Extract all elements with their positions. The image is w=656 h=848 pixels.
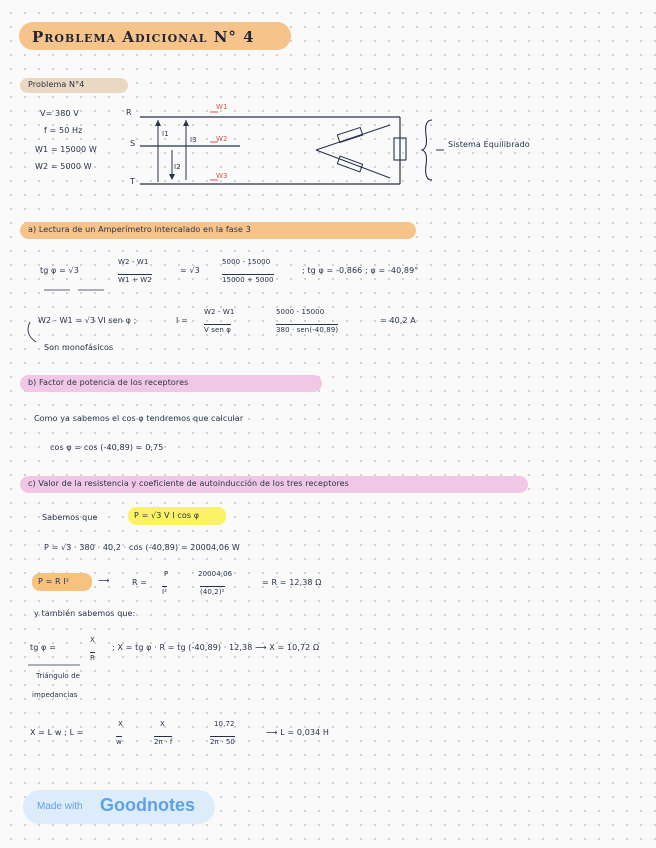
resistance-label: R = — [132, 578, 148, 587]
fraction4-numerator: 5000 - 15000 — [276, 308, 325, 316]
arrow-1: ⟶ — [98, 576, 110, 585]
power-formula: P = √3 V I cos φ — [134, 511, 200, 520]
made-with-text: Made with — [37, 801, 83, 812]
inductance-result: ⟶ L = 0,034 H — [266, 728, 330, 737]
fraction3-denominator: V sen φ — [204, 326, 231, 334]
fraction8-denominator: w — [116, 738, 122, 746]
fraction1-denominator: W1 + W2 — [118, 276, 152, 284]
tg-phi-ratio-label: tg φ = — [30, 643, 56, 652]
subtitle: Problema N°4 — [28, 80, 85, 89]
fraction5-numerator: P — [164, 570, 169, 578]
fraction7-denominator: R — [90, 654, 95, 662]
resistance-formula: P = R I² — [38, 577, 70, 586]
w1-label: W1 — [216, 103, 228, 111]
section-b-heading: b) Factor de potencia de los receptores — [28, 378, 189, 387]
section-a-heading: a) Lectura de un Amperímetro intercalado en la fase 3 — [28, 225, 251, 234]
goodnotes-brand: Goodnotes — [100, 795, 195, 815]
phase-r-label: R — [126, 108, 132, 117]
cos-phi-result: cos φ = cos (-40,89) = 0,75 — [50, 443, 164, 452]
given-frequency: f = 50 Hz — [44, 126, 83, 135]
fraction9-denominator: 2π · f — [154, 738, 173, 746]
fraction10-numerator: 10,72 — [214, 720, 235, 728]
fraction3-numerator: W2 - W1 — [204, 308, 235, 316]
fraction2-numerator: 5000 - 15000 — [222, 258, 271, 266]
fraction1-numerator: W2 - W1 — [118, 258, 149, 266]
fraction2-denominator: 15000 + 5000 — [222, 276, 274, 284]
cos-phi-statement: Como ya sabemos el cos φ tendremos que calcular — [34, 414, 244, 423]
monophasic-note: Son monofásicos — [44, 343, 114, 352]
also-known-text: y también sabemos que: — [34, 609, 136, 618]
current-result: = 40,2 A — [380, 316, 416, 325]
power-difference-formula: W2 - W1 = √3 VI sen φ ; — [38, 316, 137, 325]
impedance-triangle-note-1: Triángulo de — [36, 672, 81, 680]
fraction7-numerator: X — [90, 636, 95, 644]
phase-s-label: S — [130, 139, 136, 148]
w3-label: W3 — [216, 172, 228, 180]
sqrt3-label: = √3 — [180, 266, 200, 275]
impedance-triangle-note-2: impedancias — [32, 691, 78, 699]
section-c-heading: c) Valor de la resistencia y coeficiente de autoinducción de los tres receptores — [28, 479, 349, 488]
tg-phi-result: ; tg φ = -0,866 ; φ = -40,89° — [302, 266, 419, 275]
resistance-result: = R = 12,38 Ω — [262, 578, 322, 587]
fraction9-numerator: X — [160, 720, 165, 728]
tg-phi-formula: tg φ = √3 — [40, 266, 79, 275]
current-i2-label: I2 — [174, 163, 181, 171]
fraction6-denominator: (40,2)² — [200, 588, 225, 596]
given-voltage: V= 380 V — [40, 109, 79, 118]
known-power-intro: Sabemos que — [42, 513, 98, 522]
inductance-formula-label: X = L w ; L = — [30, 728, 84, 737]
current-formula-label: I = — [176, 316, 188, 325]
fraction6-numerator: 20004,06 — [198, 570, 233, 578]
given-w1: W1 = 15000 W — [35, 145, 97, 154]
phase-t-label: T — [130, 177, 135, 186]
fraction10-denominator: 2π · 50 — [210, 738, 235, 746]
fraction8-numerator: X — [118, 720, 123, 728]
power-calculation: P = √3 · 380 · 40,2 · cos (-40,89) = 20004,06 W — [44, 543, 240, 552]
given-w2: W2 = 5000 W — [35, 162, 92, 171]
current-i1-label: I1 — [162, 130, 169, 138]
reactance-calculation: ; X = tg φ · R = tg (-40,89) · 12,38 ⟶ X = 10,72 Ω — [112, 643, 320, 652]
current-i3-label: I3 — [190, 136, 197, 144]
w2-label: W2 — [216, 135, 228, 143]
system-label: Sistema Equilibrado — [448, 140, 530, 149]
page-title: Problema Adicional N° 4 — [32, 28, 255, 46]
fraction4-denominator: 380 · sen(-40,89) — [276, 326, 339, 334]
fraction5-denominator: I² — [162, 588, 168, 596]
